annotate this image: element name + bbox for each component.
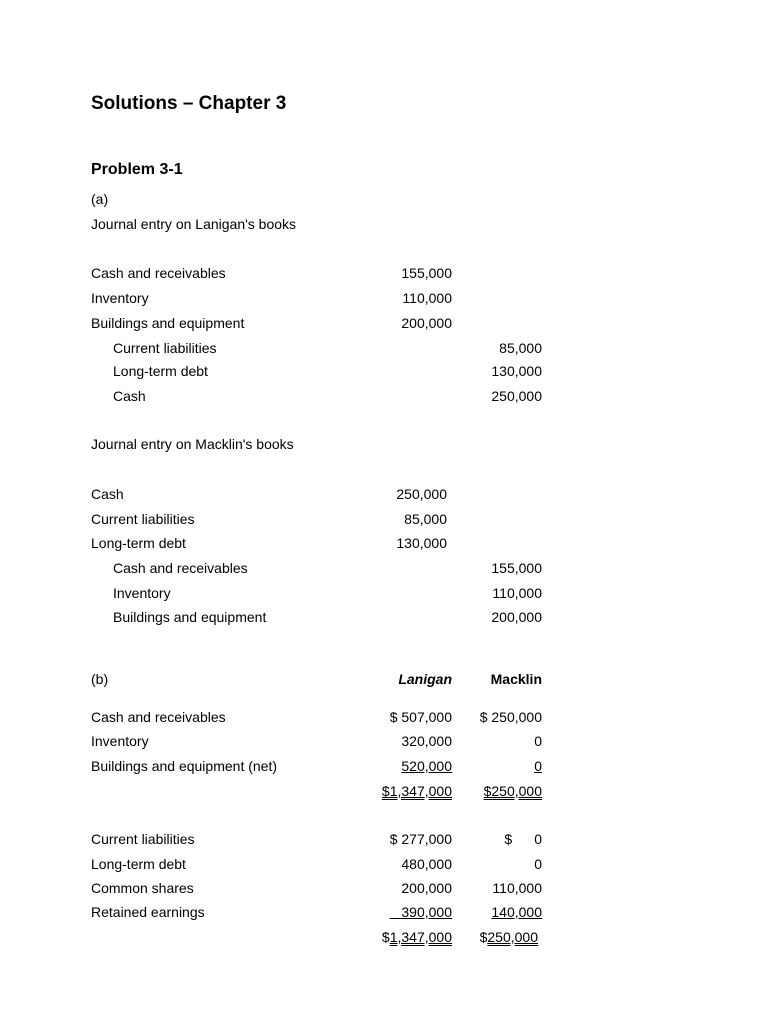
journal-debit: 85,000: [404, 511, 447, 527]
lanigan-total-equities: [382, 928, 452, 946]
journal-account: Current liabilities: [91, 511, 195, 527]
macklin-value: [504, 830, 542, 848]
journal-account: Long-term debt: [91, 535, 186, 551]
balance-account: Cash and receivables: [91, 709, 226, 725]
journal-debit: 110,000: [402, 290, 452, 306]
journal-account: Cash and receivables: [113, 560, 248, 576]
balance-account: Long-term debt: [91, 856, 186, 872]
journal-debit: 200,000: [401, 315, 452, 331]
lanigan-total-amount: 1,347,000: [389, 929, 452, 945]
macklin-value: $ 250,000: [479, 709, 542, 725]
balance-account: Inventory: [91, 733, 149, 749]
dollar-sign: $: [479, 929, 488, 945]
lanigan-total-assets: $1,347,000: [381, 783, 452, 799]
journal-credit: 250,000: [491, 388, 542, 404]
macklin-total-equities: [480, 928, 538, 946]
macklin-value: 0: [534, 758, 542, 774]
journal-credit: 200,000: [491, 609, 542, 625]
journal-account: Buildings and equipment: [113, 609, 267, 625]
journal-account: Current liabilities: [113, 340, 217, 356]
macklin-amount: 0: [534, 831, 542, 847]
lanigan-value: 520,000: [401, 758, 452, 774]
part-a-label: (a): [91, 191, 109, 207]
column-header-macklin: Macklin: [490, 671, 542, 687]
macklin-value: 0: [534, 733, 542, 749]
lanigan-value: [390, 903, 452, 921]
balance-account: Buildings and equipment (net): [91, 758, 278, 774]
balance-account: Retained earnings: [91, 904, 205, 920]
journal-account: Cash and receivables: [91, 265, 226, 281]
macklin-value: 140,000: [491, 904, 542, 920]
lanigan-value: 480,000: [401, 856, 452, 872]
dollar-sign: $: [381, 929, 390, 945]
macklin-value: 0: [534, 856, 542, 872]
lanigan-value: 200,000: [401, 880, 452, 896]
journal-debit: 250,000: [396, 486, 447, 502]
journal-account: Inventory: [91, 290, 149, 306]
journal-credit: 85,000: [499, 340, 542, 356]
problem-heading: Problem 3-1: [91, 161, 183, 178]
lanigan-value: $ 277,000: [389, 831, 452, 847]
part-b-label: (b): [91, 671, 109, 687]
journal-account: Cash: [91, 486, 124, 502]
journal-debit: 130,000: [396, 535, 447, 551]
journal-credit: 155,000: [491, 560, 542, 576]
journal-account: Inventory: [113, 585, 171, 601]
journal-debit: 155,000: [401, 265, 452, 281]
journal-credit: 110,000: [492, 585, 542, 601]
journal-account: Buildings and equipment: [91, 315, 245, 331]
macklin-value: 110,000: [492, 880, 542, 896]
lanigan-value: 320,000: [401, 733, 452, 749]
lanigan-value: $ 507,000: [389, 709, 452, 725]
page-title: Solutions – Chapter 3: [91, 93, 287, 114]
journal-account: Cash: [113, 388, 146, 404]
balance-account: Common shares: [91, 880, 194, 896]
macklin-total-assets: $250,000: [483, 783, 542, 799]
column-header-lanigan: Lanigan: [398, 671, 452, 687]
retained-earnings-lanigan: 390,000: [401, 904, 452, 920]
balance-account: Current liabilities: [91, 831, 195, 847]
journal-credit: 130,000: [491, 363, 542, 379]
macklin-total-amount: 250,000: [487, 929, 538, 945]
journal-account: Long-term debt: [113, 363, 208, 379]
dollar-sign: $: [504, 831, 513, 847]
lanigan-journal-heading: Journal entry on Lanigan's books: [91, 216, 297, 232]
macklin-journal-heading: Journal entry on Macklin's books: [91, 436, 294, 452]
